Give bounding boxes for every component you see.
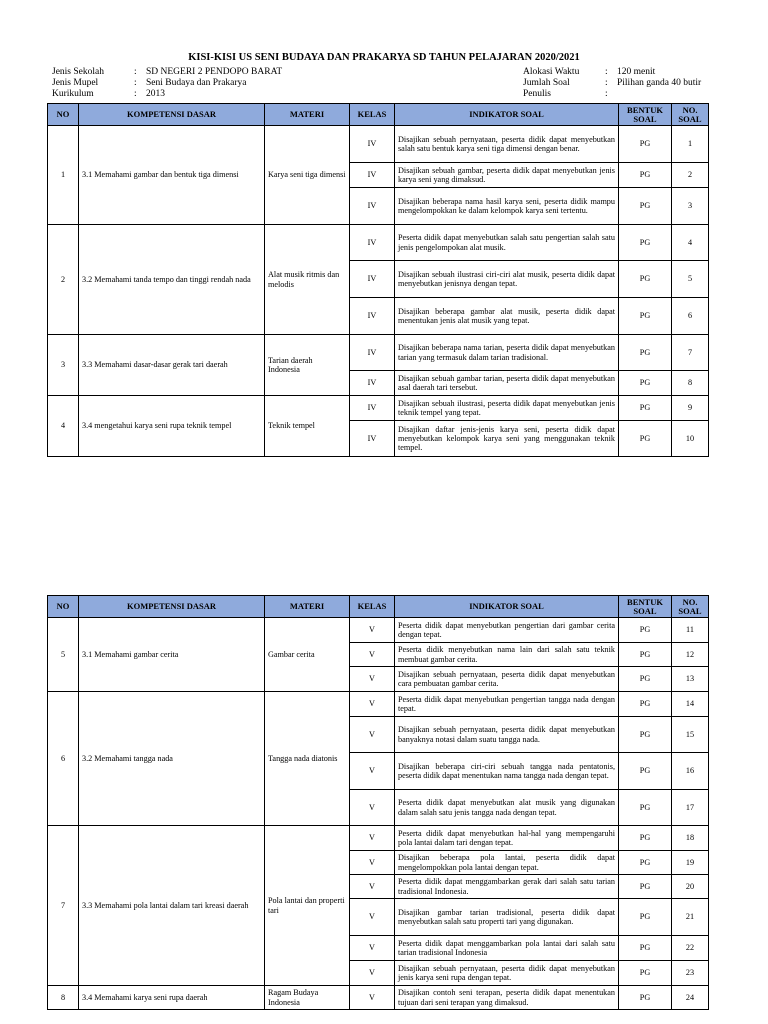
cell-kelas: V <box>350 790 395 826</box>
cell-indikator-soal: Peserta didik dapat menyebutkan salah satu pengertian salah satu jenis pengelompokan alat musik. <box>395 225 619 261</box>
cell-bentuk-soal: PG <box>619 396 672 421</box>
cell-materi: Gambar cerita <box>265 618 350 692</box>
cell-materi: Teknik tempel <box>265 396 350 457</box>
cell-kelas: IV <box>350 225 395 261</box>
cell-no-soal: 1 <box>672 126 709 163</box>
cell-materi: Tangga nada diatonis <box>265 692 350 826</box>
cell-no: 2 <box>48 225 79 335</box>
cell-bentuk-soal: PG <box>619 961 672 986</box>
cell-kelas: V <box>350 717 395 753</box>
cell-no-soal: 23 <box>672 961 709 986</box>
table-row <box>48 618 709 643</box>
cell-bentuk-soal: PG <box>619 692 672 717</box>
cell-indikator-soal: Disajikan beberapa gambar alat musik, peserta didik dapat menentukan jenis alat musik yang tepat. <box>395 298 619 335</box>
cell-no-soal: 3 <box>672 188 709 225</box>
cell-no: 4 <box>48 396 79 457</box>
table-row <box>48 396 709 421</box>
cell-kompetensi-dasar: 3.4 Memahami karya seni rupa daerah <box>79 986 265 1010</box>
meta-value: Seni Budaya dan Prakarya <box>146 78 247 88</box>
cell-bentuk-soal: PG <box>619 126 672 163</box>
cell-materi: Tarian daerah Indonesia <box>265 335 350 396</box>
cell-bentuk-soal: PG <box>619 717 672 753</box>
column-header: NO <box>48 596 79 618</box>
cell-no: 1 <box>48 126 79 225</box>
cell-indikator-soal: Disajikan gambar tarian tradisional, peserta didik dapat menyebutkan salah satu properti tari yang digunakan. <box>395 899 619 936</box>
cell-kompetensi-dasar: 3.2 Memahami tangga nada <box>79 692 265 826</box>
cell-indikator-soal: Disajikan sebuah pernyataan, peserta didik dapat menyebutkan salah satu bentuk karya seni tiga dimensi dengan benar. <box>395 126 619 163</box>
table-row <box>48 692 709 717</box>
cell-indikator-soal: Peserta didik dapat menyebutkan pengertian dari gambar cerita dengan tepat. <box>395 618 619 643</box>
cell-bentuk-soal: PG <box>619 851 672 875</box>
cell-kompetensi-dasar: 3.1 Memahami gambar dan bentuk tiga dimensi <box>79 126 265 225</box>
column-header: BENTUK SOAL <box>619 596 672 618</box>
column-header: KOMPETENSI DASAR <box>79 596 265 618</box>
cell-no-soal: 20 <box>672 875 709 899</box>
cell-no-soal: 19 <box>672 851 709 875</box>
cell-kelas: V <box>350 667 395 692</box>
cell-bentuk-soal: PG <box>619 618 672 643</box>
cell-kelas: V <box>350 851 395 875</box>
cell-indikator-soal: Peserta didik menyebutkan nama lain dari salah satu teknik membuat gambar cerita. <box>395 643 619 667</box>
table-row <box>48 225 709 261</box>
cell-no-soal: 9 <box>672 396 709 421</box>
cell-materi: Alat musik ritmis dan melodis <box>265 225 350 335</box>
cell-no-soal: 14 <box>672 692 709 717</box>
meta-value: SD NEGERI 2 PENDOPO BARAT <box>146 67 283 77</box>
cell-bentuk-soal: PG <box>619 225 672 261</box>
cell-no-soal: 16 <box>672 753 709 790</box>
cell-kelas: V <box>350 986 395 1010</box>
meta-value: Pilihan ganda 40 butir <box>617 78 702 88</box>
cell-bentuk-soal: PG <box>619 790 672 826</box>
cell-no: 8 <box>48 986 79 1010</box>
cell-no-soal: 21 <box>672 899 709 936</box>
cell-no-soal: 5 <box>672 261 709 298</box>
header-row <box>48 104 709 126</box>
cell-kelas: IV <box>350 126 395 163</box>
cell-no-soal: 4 <box>672 225 709 261</box>
cell-kelas: V <box>350 753 395 790</box>
cell-no: 5 <box>48 618 79 692</box>
cell-bentuk-soal: PG <box>619 298 672 335</box>
column-header: NO. SOAL <box>672 104 709 126</box>
cell-bentuk-soal: PG <box>619 875 672 899</box>
cell-kelas: IV <box>350 396 395 421</box>
cell-indikator-soal: Peserta didik dapat menggambarkan gerak dari salah satu tarian tradisional Indonesia. <box>395 875 619 899</box>
cell-indikator-soal: Disajikan sebuah ilustrasi ciri-ciri alat musik, peserta didik dapat menyebutkan jenisnya dengan tepat. <box>395 261 619 298</box>
cell-materi: Karya seni tiga dimensi <box>265 126 350 225</box>
cell-kelas: V <box>350 936 395 961</box>
cell-kompetensi-dasar: 3.3 Memahami dasar-dasar gerak tari daerah <box>79 335 265 396</box>
cell-kelas: V <box>350 826 395 851</box>
cell-indikator-soal: Disajikan sebuah pernyataan, peserta didik dapat menyebutkan banyaknya notasi dalam suatu tangga nada. <box>395 717 619 753</box>
cell-bentuk-soal: PG <box>619 986 672 1010</box>
cell-kelas: V <box>350 618 395 643</box>
cell-no: 3 <box>48 335 79 396</box>
cell-no-soal: 7 <box>672 335 709 371</box>
cell-no-soal: 6 <box>672 298 709 335</box>
column-header: BENTUK SOAL <box>619 104 672 126</box>
table-row <box>48 335 709 371</box>
cell-bentuk-soal: PG <box>619 371 672 396</box>
cell-kompetensi-dasar: 3.1 Memahami gambar cerita <box>79 618 265 692</box>
cell-indikator-soal: Disajikan beberapa nama tarian, peserta didik dapat menyebutkan tarian yang termasuk dalam tarian tradisional. <box>395 335 619 371</box>
cell-no-soal: 15 <box>672 717 709 753</box>
cell-no-soal: 10 <box>672 421 709 457</box>
cell-kelas: IV <box>350 298 395 335</box>
column-header: NO. SOAL <box>672 596 709 618</box>
cell-indikator-soal: Disajikan sebuah pernyataan, peserta didik dapat menyebutkan jenis karya seni rupa dengan tepat. <box>395 961 619 986</box>
cell-kelas: V <box>350 875 395 899</box>
cell-indikator-soal: Disajikan sebuah pernyataan, peserta didik dapat menyebutkan cara pembuatan gambar cerita. <box>395 667 619 692</box>
cell-bentuk-soal: PG <box>619 335 672 371</box>
cell-no-soal: 18 <box>672 826 709 851</box>
cell-indikator-soal: Disajikan contoh seni terapan, peserta didik dapat menentukan tujuan dari seni terapan yang dimaksud. <box>395 986 619 1010</box>
cell-kelas: IV <box>350 371 395 396</box>
cell-kelas: V <box>350 961 395 986</box>
cell-kelas: V <box>350 643 395 667</box>
column-header: INDIKATOR SOAL <box>395 596 619 618</box>
cell-indikator-soal: Peserta didik dapat menggambarkan pola lantai dari salah satu tarian tradisional Indonesia <box>395 936 619 961</box>
cell-no-soal: 2 <box>672 163 709 188</box>
meta-label: Jenis Mupel <box>52 78 99 88</box>
meta-label: Jumlah Soal <box>523 78 570 88</box>
cell-materi: Pola lantai dan properti tari <box>265 826 350 986</box>
kisi-table-1 <box>47 103 709 457</box>
cell-no: 7 <box>48 826 79 986</box>
column-header: INDIKATOR SOAL <box>395 104 619 126</box>
cell-kelas: V <box>350 899 395 936</box>
cell-kelas: V <box>350 692 395 717</box>
table-row <box>48 826 709 851</box>
cell-bentuk-soal: PG <box>619 421 672 457</box>
cell-no-soal: 17 <box>672 790 709 826</box>
cell-indikator-soal: Peserta didik dapat menyebutkan alat musik yang digunakan dalam salah satu jenis tangga nada dengan tepat. <box>395 790 619 826</box>
cell-no-soal: 8 <box>672 371 709 396</box>
column-header: KOMPETENSI DASAR <box>79 104 265 126</box>
cell-materi: Ragam Budaya Indonesia <box>265 986 350 1010</box>
cell-indikator-soal: Disajikan daftar jenis-jenis karya seni, peserta didik dapat menyebutkan kelompok karya seni yang menggunakan teknik tempel. <box>395 421 619 457</box>
cell-kompetensi-dasar: 3.2 Memahami tanda tempo dan tinggi rendah nada <box>79 225 265 335</box>
cell-no-soal: 12 <box>672 643 709 667</box>
meta-value: 120 menit <box>617 67 656 77</box>
cell-no-soal: 11 <box>672 618 709 643</box>
cell-kelas: IV <box>350 261 395 298</box>
cell-no-soal: 13 <box>672 667 709 692</box>
meta-value: 2013 <box>146 89 165 99</box>
cell-no: 6 <box>48 692 79 826</box>
cell-bentuk-soal: PG <box>619 261 672 298</box>
meta-label: Kurikulum <box>52 89 94 99</box>
cell-indikator-soal: Disajikan beberapa ciri-ciri sebuah tangga nada pentatonis, peserta didik dapat menentukan nama tangga nada dengan tepat. <box>395 753 619 790</box>
cell-indikator-soal: Peserta didik dapat menyebutkan pengertian tangga nada dengan tepat. <box>395 692 619 717</box>
meta-label: Jenis Sekolah <box>52 67 104 77</box>
cell-kompetensi-dasar: 3.4 mengetahui karya seni rupa teknik tempel <box>79 396 265 457</box>
column-header: KELAS <box>350 104 395 126</box>
cell-indikator-soal: Disajikan sebuah gambar, peserta didik dapat menyebutkan jenis karya seni yang dimaksud. <box>395 163 619 188</box>
cell-bentuk-soal: PG <box>619 188 672 225</box>
cell-no-soal: 22 <box>672 936 709 961</box>
cell-indikator-soal: Disajikan beberapa pola lantai, peserta didik dapat mengelompokkan pola lantai dengan tepat. <box>395 851 619 875</box>
cell-no-soal: 24 <box>672 986 709 1010</box>
header-row <box>48 596 709 618</box>
column-header: MATERI <box>265 104 350 126</box>
cell-kelas: IV <box>350 163 395 188</box>
cell-kelas: IV <box>350 421 395 457</box>
column-header: MATERI <box>265 596 350 618</box>
cell-indikator-soal: Peserta didik dapat menyebutkan hal-hal yang mempengaruhi pola lantai dalam tari dengan tepat. <box>395 826 619 851</box>
meta-label: Alokasi Waktu <box>523 67 580 77</box>
kisi-table-2 <box>47 595 709 1010</box>
table-row <box>48 986 709 1010</box>
cell-bentuk-soal: PG <box>619 753 672 790</box>
cell-kelas: IV <box>350 188 395 225</box>
document-title: KISI-KISI US SENI BUDAYA DAN PRAKARYA SD TAHUN PELAJARAN 2020/2021 <box>188 52 580 63</box>
cell-bentuk-soal: PG <box>619 643 672 667</box>
meta-label: Penulis <box>523 89 551 99</box>
column-header: NO <box>48 104 79 126</box>
meta-right: Alokasi Waktu : 120 menit Jumlah Soal : Pilihan ganda 40 butir Penulis : <box>523 67 702 99</box>
cell-bentuk-soal: PG <box>619 936 672 961</box>
cell-indikator-soal: Disajikan sebuah gambar tarian, peserta didik dapat menyebutkan asal daerah tari tersebut. <box>395 371 619 396</box>
cell-indikator-soal: Disajikan sebuah ilustrasi, peserta didik dapat menyebutkan jenis teknik tempel yang tepat. <box>395 396 619 421</box>
cell-kompetensi-dasar: 3.3 Memahami pola lantai dalam tari kreasi daerah <box>79 826 265 986</box>
cell-bentuk-soal: PG <box>619 826 672 851</box>
cell-bentuk-soal: PG <box>619 899 672 936</box>
cell-kelas: IV <box>350 335 395 371</box>
cell-indikator-soal: Disajikan beberapa nama hasil karya seni, peserta didik mampu mengelompokkan ke dalam kelompok karya seni tertentu. <box>395 188 619 225</box>
table-row <box>48 126 709 163</box>
cell-bentuk-soal: PG <box>619 163 672 188</box>
meta-left: Jenis Sekolah : SD NEGERI 2 PENDOPO BARAT Jenis Mupel : Seni Budaya dan Prakarya Kurikulum : 2013 <box>52 67 283 99</box>
column-header: KELAS <box>350 596 395 618</box>
cell-bentuk-soal: PG <box>619 667 672 692</box>
